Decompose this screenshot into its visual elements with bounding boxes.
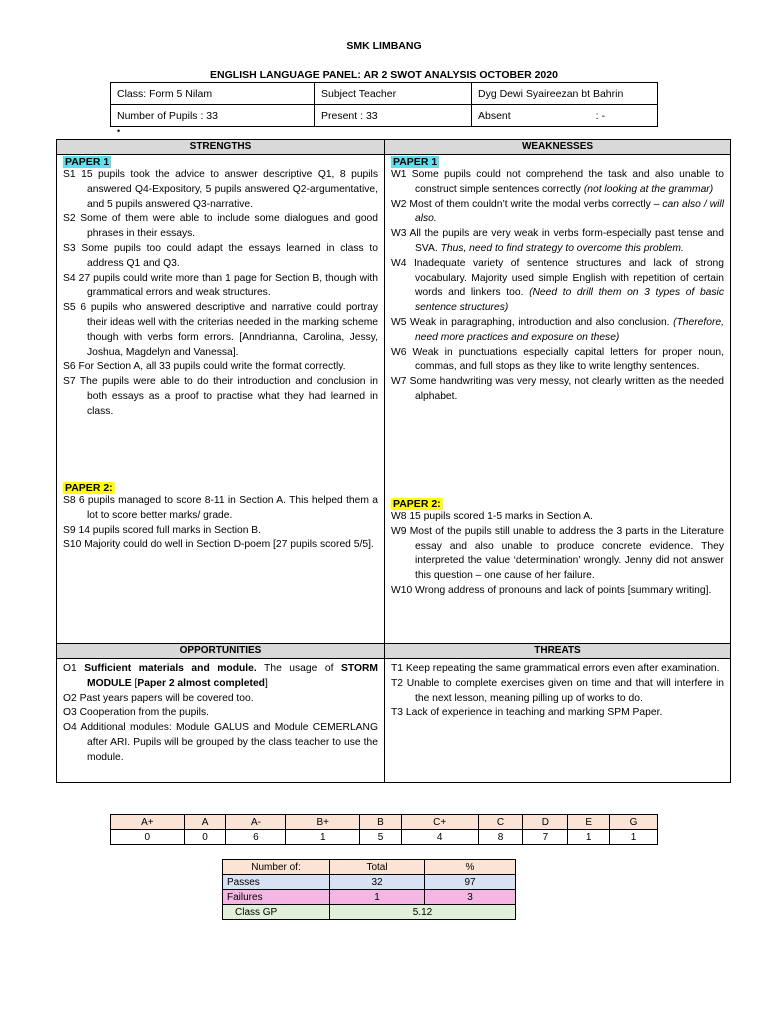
- grade-label: B: [360, 815, 402, 830]
- strengths-column: [63, 156, 378, 420]
- report-title: ENGLISH LANGUAGE PANEL: AR 2 SWOT ANALYSIS OCTOBER 2020: [210, 69, 558, 81]
- class-info-table: [110, 82, 658, 127]
- opportunity-item: O2 Past years papers will be covered too.: [63, 692, 254, 704]
- strength-item: S1 15 pupils took the advice to answer descriptive Q1, 8 pupils answered Q4-Expository, 5 pupils answered Q2-argumentative, and 5 pupils answered Q3-narrative.: [63, 169, 378, 210]
- pupils-cell: Number of Pupils : 33: [111, 105, 315, 127]
- weakness-item: W1 Some pupils could not comprehend the task and also unable to construct simple sentences correctly (not looking at the grammar): [391, 169, 724, 195]
- failures-pct: 3: [425, 890, 516, 905]
- swot-table: [56, 139, 731, 783]
- grade-counts-row: [111, 830, 658, 845]
- strength-item: S6 For Section A, all 33 pupils could write the format correctly.: [63, 361, 346, 373]
- weakness-item: W3 All the pupils are very weak in verbs form-especially past tense and SVA. Thus, need to find strategy to overcome this problem.: [391, 228, 724, 254]
- strength-item: S4 27 pupils could write more than 1 page for Section B, though with grammatical errors and weak structures.: [63, 272, 378, 299]
- weakness-item: W6 Weak in punctuations especially capital letters for proper noun, commas, and full stops as they like to write lengthy sentences.: [391, 346, 724, 373]
- strength-item: S3 Some pupils too could adapt the essays learned in class to address Q1 and Q3.: [63, 242, 378, 269]
- weaknesses-column: [391, 156, 724, 405]
- strengths-header: STRENGTHS: [57, 140, 384, 155]
- grade-label: C+: [401, 815, 478, 830]
- opportunity-item: O1 Sufficient materials and module. The usage of STORM MODULE [Paper 2 almost completed]: [63, 663, 378, 689]
- opportunities-column: [63, 662, 378, 766]
- summary-header-number: Number of:: [223, 860, 330, 875]
- grade-label: A-: [226, 815, 286, 830]
- weakness-item: W2 Most of them couldn’t write the modal verbs correctly – can also / will also.: [391, 198, 724, 225]
- grade-count: 7: [523, 830, 568, 845]
- class-gp-row: [223, 905, 516, 920]
- weakness-item: W5 Weak in paragraphing, introduction and also conclusion. (Therefore, need more practices and exposure on these): [391, 316, 724, 343]
- subject-teacher-cell: Subject Teacher: [315, 83, 472, 105]
- passes-total: 32: [330, 875, 425, 890]
- school-name: SMK LIMBANG: [346, 40, 422, 52]
- failures-row: [223, 890, 516, 905]
- threats-header: THREATS: [385, 644, 730, 659]
- passes-pct: 97: [425, 875, 516, 890]
- weaknesses-paper2-label: PAPER 2:: [393, 498, 441, 510]
- absent-value: : -: [595, 109, 605, 122]
- weakness-item: W8 15 pupils scored 1-5 marks in Section A.: [391, 511, 594, 522]
- summary-header-total: Total: [330, 860, 425, 875]
- passes-label: Passes: [223, 875, 330, 890]
- weakness-item: W4 Inadequate variety of sentence structures and lack of strong vocabulary. Majority used simple English with repetition of certain words and linkers too. (Need to drill them on 3 types of basic sentence structures): [391, 257, 724, 314]
- failures-total: 1: [330, 890, 425, 905]
- teacher-name-cell: Dyg Dewi Syaireezan bt Bahrin: [472, 83, 658, 105]
- grade-count: 1: [568, 830, 610, 845]
- results-summary-table: [222, 859, 516, 920]
- strength-item: S10 Majority could do well in Section D-poem [27 pupils scored 5/5].: [63, 539, 374, 551]
- summary-header-row: [223, 860, 516, 875]
- weakness-item: W7 Some handwriting was very messy, not clearly written as the needed alphabet.: [391, 376, 724, 402]
- threat-item: T1 Keep repeating the same grammatical errors even after examination.: [391, 663, 720, 674]
- grade-count: 0: [111, 830, 185, 845]
- weakness-item: W9 Most of the pupils still unable to address the 3 parts in the Literature essay and also unable to produce concrete evidence. They interpreted the value ‘determination’ wrongly. Jenny did not answer this question – one cause of her failure.: [391, 525, 724, 582]
- grade-count: 4: [401, 830, 478, 845]
- grade-label: G: [610, 815, 658, 830]
- grade-label: D: [523, 815, 568, 830]
- grade-count: 0: [184, 830, 226, 845]
- threats-column: [391, 662, 724, 721]
- weaknesses-paper2-block: [391, 498, 724, 599]
- weaknesses-paper1-label: PAPER 1: [393, 156, 438, 168]
- failures-label: Failures: [223, 890, 330, 905]
- grade-label: A: [184, 815, 226, 830]
- grade-count: 1: [610, 830, 658, 845]
- strength-item: S5 6 pupils who answered descriptive and narrative could portray their ideas well with the criterias needed in the marking scheme though with verbs form errors. [Anndrianna, Carolina, Jessy, Joshua, Magdelyn and Vanessa].: [63, 302, 378, 358]
- strengths-paper1-label: PAPER 1: [65, 156, 110, 168]
- class-cell: Class: Form 5 Nilam: [111, 83, 315, 105]
- grade-label: A+: [111, 815, 185, 830]
- passes-row: [223, 875, 516, 890]
- grade-label: E: [568, 815, 610, 830]
- threat-item: T2 Unable to complete exercises given on time and that will interfere in the next lesson, meaning pilling up of works to do.: [391, 677, 724, 704]
- grade-label: C: [478, 815, 523, 830]
- grade-label: B+: [286, 815, 360, 830]
- strengths-paper2-label: PAPER 2:: [65, 482, 113, 494]
- class-gp-value: 5.12: [330, 905, 516, 920]
- strengths-paper2-block: [63, 482, 378, 553]
- strength-item: S7 The pupils were able to do their introduction and conclusion in both essays as a proof to practise what they had learned in class.: [63, 376, 378, 417]
- absent-label: Absent: [478, 109, 511, 122]
- strength-item: S2 Some of them were able to include some dialogues and good phrases in their essays.: [63, 213, 378, 240]
- threat-item: T3 Lack of experience in teaching and marking SPM Paper.: [391, 707, 663, 719]
- strength-item: S9 14 pupils scored full marks in Section B.: [63, 524, 262, 536]
- grade-count: 5: [360, 830, 402, 845]
- grade-count: 6: [226, 830, 286, 845]
- weakness-item: W10 Wrong address of pronouns and lack of points [summary writing].: [391, 584, 712, 596]
- summary-header-pct: %: [425, 860, 516, 875]
- grade-count: 8: [478, 830, 523, 845]
- bullet-mark: •: [117, 126, 121, 136]
- opportunities-header: OPPORTUNITIES: [57, 644, 384, 659]
- opportunity-item: O4 Additional modules: Module GALUS and Module CEMERLANG after ARI. Pupils will be grouped by the class teacher to use the module.: [63, 722, 378, 763]
- present-cell: Present : 33: [315, 105, 472, 127]
- opportunity-item: O3 Cooperation from the pupils.: [63, 707, 209, 719]
- weaknesses-header: WEAKNESSES: [385, 140, 730, 155]
- strength-item: S8 6 pupils managed to score 8-11 in Section A. This helped them a lot to score better marks/ grade.: [63, 495, 378, 521]
- grade-distribution-table: [110, 814, 658, 845]
- class-gp-label: Class GP: [223, 905, 330, 920]
- strengths-paper1-list: [63, 168, 378, 420]
- column-divider: [384, 140, 385, 782]
- absent-cell: [472, 105, 658, 127]
- grade-count: 1: [286, 830, 360, 845]
- grade-labels-row: [111, 815, 658, 830]
